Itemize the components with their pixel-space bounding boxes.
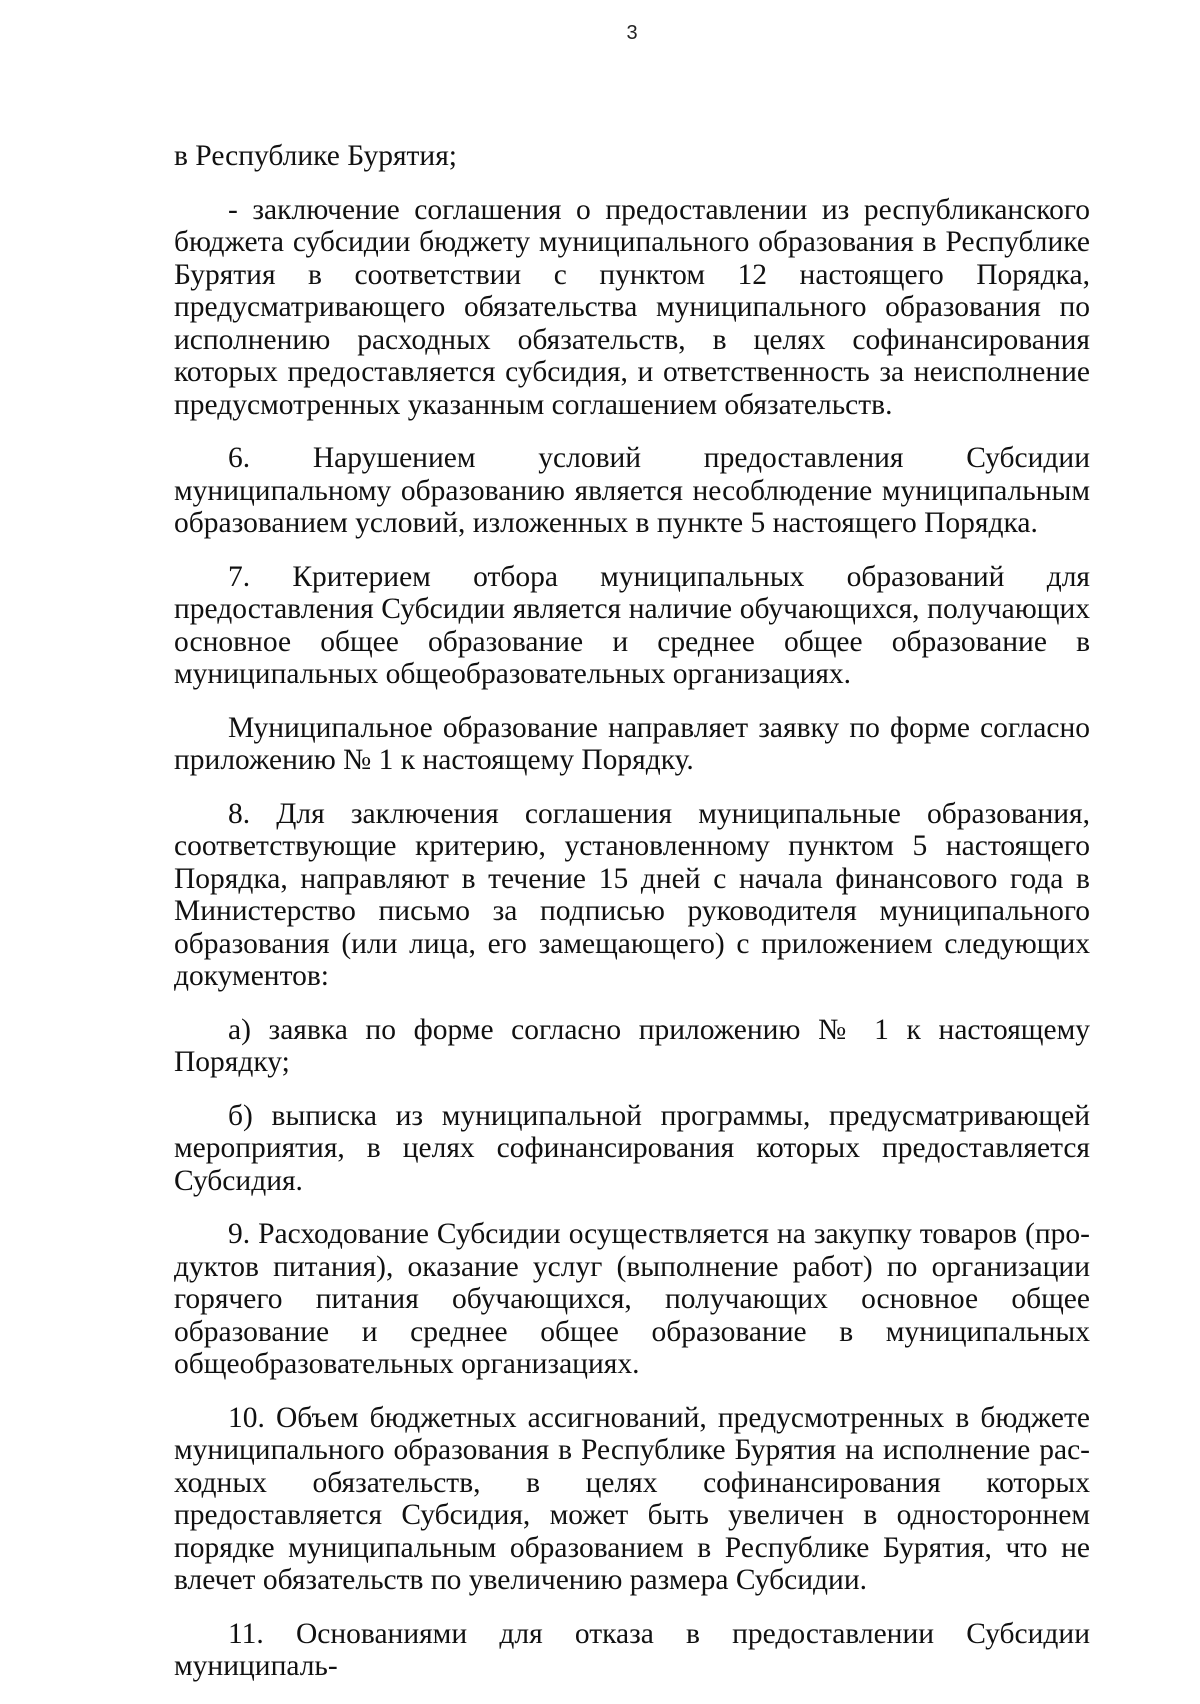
paragraph-item-7: 7. Критерием отбора муниципальных образований для предоставления Субсидии является наличие обучающихся, получающих основное общее образование и среднее общее образование в муниципальных общеобразовательных организациях. xyxy=(174,560,1090,690)
page-number: 3 xyxy=(626,22,638,44)
paragraph-item-8: 8. Для заключения соглашения муниципальные образования, соответствующие критерию, установленному пунктом 5 настоящего Порядка, направляют в течение 15 дней с начала финансового года в Министерство письмо за подписью руководителя муниципального образования (или лица, его замещающего) с приложением следующих документов: xyxy=(174,797,1090,992)
paragraph-item-11: 11. Основаниями для отказа в предоставлении Субсидии муниципаль- xyxy=(174,1617,1090,1682)
paragraph-item-10: 10. Объем бюджетных ассигнований, предусмотренных в бюджете муниципального образования в Республике Бурятия на исполнение расходных обязательств, в целях софинансирования которых предоставляется Субсидия, может быть увеличен в одностороннем порядке муниципальным образованием в Республике Бурятия, что не влечет обязательств по увеличению размера Субсидии. xyxy=(174,1401,1090,1596)
paragraph-continuation: в Республике Бурятия; xyxy=(174,140,457,172)
paragraph-item-9: 9. Расходование Субсидии осуществляется на закупку товаров (продуктов питания), оказание услуг (выполнение работ) по организации горячего питания обучающихся, получающих основное общее образование и среднее общее образование в муниципальных общеобразовательных организациях. xyxy=(174,1218,1090,1380)
paragraph-item-8a: а) заявка по форме согласно приложению № 1 к настоящему Порядку; xyxy=(174,1013,1090,1078)
paragraph-agreement-clause: - заключение соглашения о предоставлении из республиканского бюджета субсидии бюджету муниципального образования в Республике Бурятия в соответствии с пунктом 12 настоящего Порядка, предусматривающего обязательства муниципального образования по исполнению расходных обязательств, в целях софинансирования которых предоставляется субсидия, и ответственность за неисполнение предусмотренных указанным соглашением обязательств. xyxy=(174,193,1090,421)
paragraph-item-6: 6. Нарушением условий предоставления Субсидии муниципальному образованию является несоблюдение муниципальным образованием условий, изложенных в пункте 5 настоящего Порядка. xyxy=(174,442,1090,539)
paragraph-item-8b: б) выписка из муниципальной программы, предусматривающей мероприятия, в целях софинансирования которых предоставляется Субсидия. xyxy=(174,1099,1090,1197)
paragraph-application-note: Муниципальное образование направляет заявку по форме согласно приложению № 1 к настоящему Порядку. xyxy=(174,711,1090,776)
document-body xyxy=(174,140,1090,1704)
